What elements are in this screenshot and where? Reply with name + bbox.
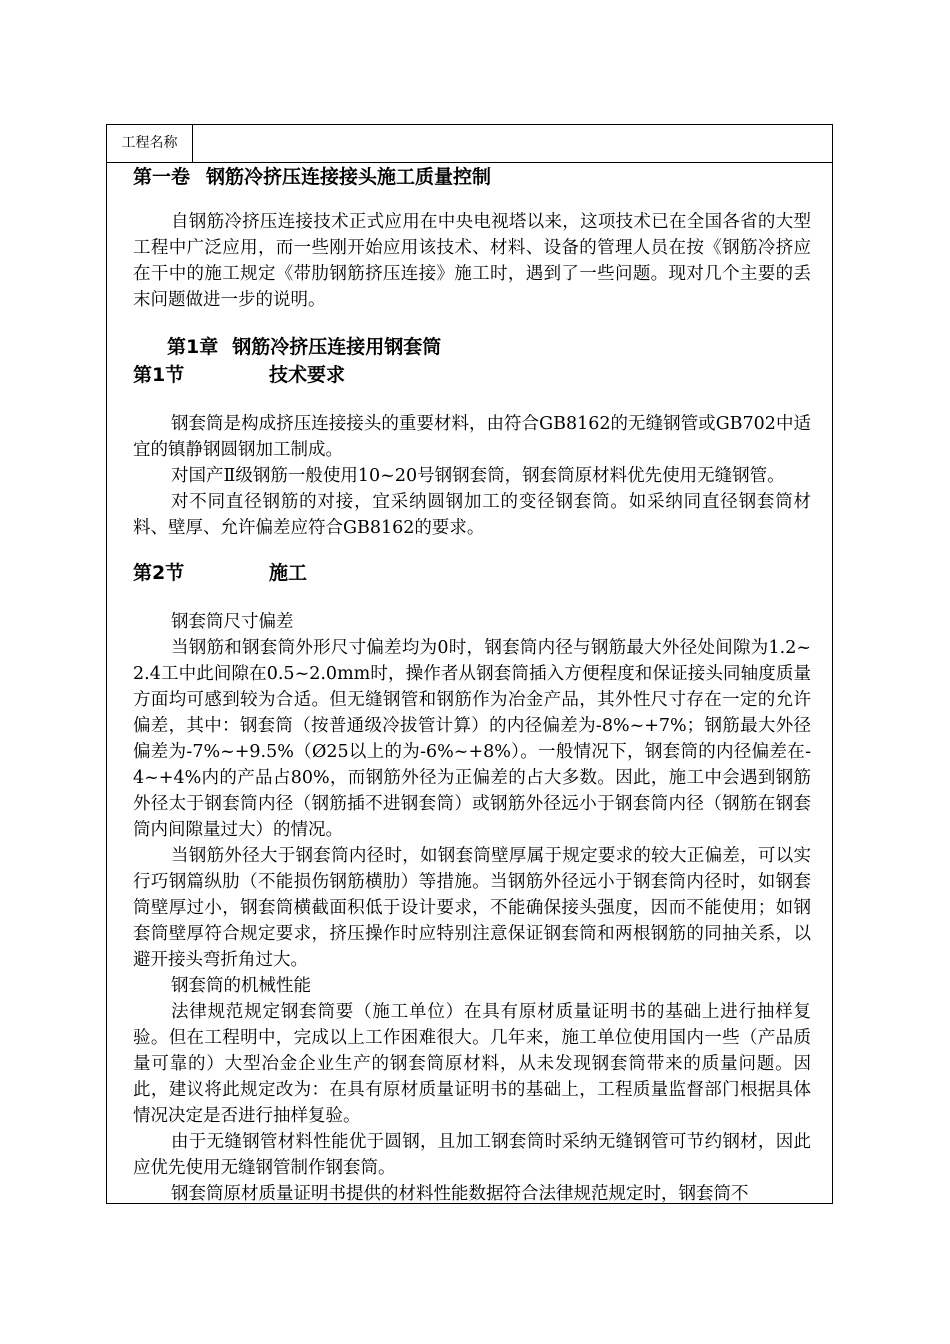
volume-title [133,163,811,191]
subheading-sleeve-mechanical-properties: 钢套筒的机械性能 [171,976,311,996]
chapter-title-text: 钢筋冷挤压连接用钢套筒 [232,336,442,358]
section-1-paragraph: 对不同直径钢筋的对接，宜采纳圆钢加工的变径钢套筒。如采纳同直径钢套筒材料、壁厚、允许偏差应符合GB8162的要求。 [133,492,811,538]
project-name-label: 工程名称 [107,125,193,162]
section-2-paragraph: 当钢筋和钢套筒外形尺寸偏差均为0时，钢套筒内径与钢筋最大外径处间隙为1.2~2.4工中此间隙在0.5~2.0mm时，操作者从钢套筒插入方便程度和保证接头同轴度质量方面均可感到较为合适。但无缝钢管和钢筋作为冶金产品，其外性尺寸存在一定的允许偏差，其中：钢套筒（按普通级冷拔管计算）的内径偏差为-8%~+7%；钢筋最大外径偏差为-7%~+9.5%（Ø25以上的为-6%~+8%）。一般情况下，钢套筒的内径偏差在-4~+4%内的产品占80%，而钢筋外径为正偏差的占大多数。因此，施工中会遇到钢筋外径太于钢套筒内径（钢筋插不进钢套筒）或钢筋外径远小于钢套筒内径（钢筋在钢套筒内间隙量过大）的情况。 [133,638,811,840]
document-body [133,163,811,1207]
section-2-title [133,559,811,587]
section-2-number: 第2节 [133,562,185,584]
chapter-number: 第1章 [167,336,219,358]
section-1-paragraph: 对国产Ⅱ级钢筋一般使用10~20号钢钢套筒，钢套筒原材料优先使用无缝钢管。 [171,466,785,486]
volume-title-text: 钢筋冷挤压连接接头施工质量控制 [206,166,492,188]
section-1-name: 技术要求 [269,364,346,386]
project-name-value [194,125,832,162]
section-1-title [133,361,811,389]
section-1-number: 第1节 [133,364,185,386]
section-2-paragraph: 由于无缝钢管材料性能优于圆钢，且加工钢套筒时采纳无缝钢管可节约钢材，因此应优先使用无缝钢管制作钢套筒。 [133,1132,811,1178]
section-2-paragraph: 法律规范规定钢套筒要（施工单位）在具有原材质量证明书的基础上进行抽样复验。但在工程明中，完成以上工作困难很大。几年来，施工单位使用国内一些（产品质量可靠的）大型冶金企业生产的钢套筒原材料，从未发现钢套筒带来的质量问题。因此，建议将此规定改为：在具有原材质量证明书的基础上，工程质量监督部门根据具体情况决定是否进行抽样复验。 [133,1002,811,1126]
document-frame [106,124,833,1204]
chapter-title [167,333,811,361]
intro-paragraph: 自钢筋冷挤压连接技术正式应用在中央电视塔以来，这项技术已在全国各省的大型工程中广泛应用，而一些刚开始应用该技术、材料、设备的管理人员在按《钢筋冷挤应在干中的施工规定《带肋钢筋挤压连接》施工时，遇到了一些问题。现对几个主要的丢末问题做进一步的说明。 [133,212,811,310]
section-1-paragraph: 钢套筒是构成挤压连接接头的重要材料，由符合GB8162的无缝钢管或GB702中适宜的镇静钢圆钢加工制成。 [133,414,811,460]
section-2-paragraph: 当钢筋外径大于钢套筒内径时，如钢套筒壁厚属于规定要求的较大正偏差，可以实行巧钢篇纵肋（不能损伤钢筋横肋）等措施。当钢筋外径远小于钢套筒内径时，如钢套筒壁厚过小，钢套筒横截面积低于设计要求，不能确保接头强度，因而不能使用；如钢套筒壁厚符合规定要求，挤压操作时应特别注意保证钢套筒和两根钢筋的同抽关系，以避开接头弯折角过大。 [133,846,811,970]
section-2-paragraph: 钢套筒原材质量证明书提供的材料性能数据符合法律规范规定时，钢套筒不 [171,1184,749,1204]
volume-number: 第一卷 [133,166,191,188]
section-2-name: 施工 [269,562,308,584]
header-row [107,125,832,163]
subheading-sleeve-size-deviation: 钢套筒尺寸偏差 [171,612,294,632]
